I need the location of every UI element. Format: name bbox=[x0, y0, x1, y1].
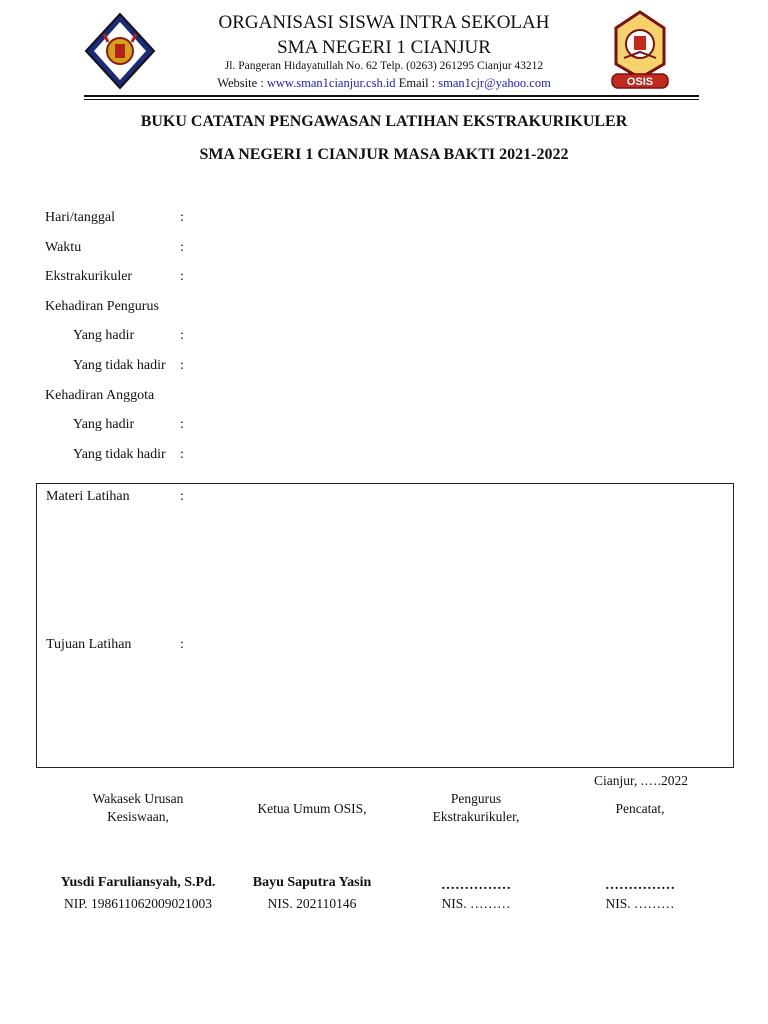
field-label-ekskul: Ekstrakurikuler bbox=[45, 269, 133, 284]
field-colon: : bbox=[180, 489, 184, 504]
signature-name-ketua: Bayu Saputra Yasin bbox=[252, 875, 372, 890]
signature-role-ketua: Ketua Umum OSIS, bbox=[257, 801, 367, 816]
email-link[interactable]: sman1cjr@yahoo.com bbox=[438, 76, 551, 90]
role-line: Kesiswaan, bbox=[107, 809, 169, 824]
website-link[interactable]: www.sman1cianjur.csh.id bbox=[266, 76, 396, 90]
role-line: Wakasek Urusan bbox=[92, 791, 184, 806]
signature-id-pengurus: NIS. ……… bbox=[441, 896, 511, 911]
signature-id-ketua: NIS. 202110146 bbox=[267, 896, 357, 911]
school-logo bbox=[84, 12, 156, 90]
signature-id-pencatat: NIS. ……… bbox=[605, 896, 675, 911]
letterhead-rule-thick bbox=[84, 95, 699, 97]
address: Jl. Pangeran Hidayatullah No. 62 Telp. (0263) 261295 Cianjur 43212 bbox=[224, 60, 544, 72]
field-colon: : bbox=[180, 637, 184, 652]
email-label: Email : bbox=[395, 76, 439, 90]
place-date: Cianjur, .….2022 bbox=[594, 773, 688, 788]
field-colon: : bbox=[180, 210, 184, 225]
signature-role-wakasek bbox=[58, 790, 218, 826]
field-label-pengurus-tidak-hadir: Yang tidak hadir bbox=[73, 358, 166, 373]
document-title: BUKU CATATAN PENGAWASAN LATIHAN EKSTRAKURIKULER bbox=[140, 113, 628, 130]
field-label-kehadiran-pengurus: Kehadiran Pengurus bbox=[45, 299, 159, 314]
field-colon: : bbox=[180, 447, 184, 462]
org-name-line1: ORGANISASI SISWA INTRA SEKOLAH bbox=[218, 12, 550, 33]
field-label-pengurus-hadir: Yang hadir bbox=[73, 328, 135, 343]
contact-line bbox=[150, 76, 618, 91]
field-colon: : bbox=[180, 269, 184, 284]
role-line: Pengurus bbox=[450, 791, 502, 806]
box-label-tujuan: Tujuan Latihan bbox=[46, 637, 132, 652]
signature-role-pencatat: Pencatat, bbox=[615, 801, 665, 816]
letterhead-rule-thin bbox=[84, 99, 699, 100]
field-label-hari: Hari/tanggal bbox=[45, 210, 115, 225]
osis-logo-text: OSIS bbox=[626, 76, 654, 88]
website-label: Website : bbox=[217, 76, 267, 90]
signature-id-wakasek: NIP. 198611062009021003 bbox=[63, 896, 212, 911]
training-notes-box bbox=[36, 483, 734, 768]
document-subtitle: SMA NEGERI 1 CIANJUR MASA BAKTI 2021-2022 bbox=[199, 146, 569, 163]
osis-logo bbox=[604, 8, 676, 92]
field-colon: : bbox=[180, 358, 184, 373]
box-label-materi: Materi Latihan bbox=[46, 489, 130, 504]
field-label-anggota-hadir: Yang hadir bbox=[73, 417, 135, 432]
org-name-line2: SMA NEGERI 1 CIANJUR bbox=[277, 37, 491, 58]
field-colon: : bbox=[180, 240, 184, 255]
field-colon: : bbox=[180, 417, 184, 432]
signature-role-pengurus bbox=[396, 790, 556, 826]
signature-name-pencatat: …………… bbox=[605, 878, 675, 893]
field-label-anggota-tidak-hadir: Yang tidak hadir bbox=[73, 447, 166, 462]
field-colon: : bbox=[180, 328, 184, 343]
role-line: Ekstrakurikuler, bbox=[432, 809, 520, 824]
signature-name-wakasek: Yusdi Faruliansyah, S.Pd. bbox=[60, 875, 216, 890]
field-label-waktu: Waktu bbox=[45, 240, 82, 255]
field-label-kehadiran-anggota: Kehadiran Anggota bbox=[45, 388, 155, 403]
signature-name-pengurus: …………… bbox=[441, 878, 511, 893]
